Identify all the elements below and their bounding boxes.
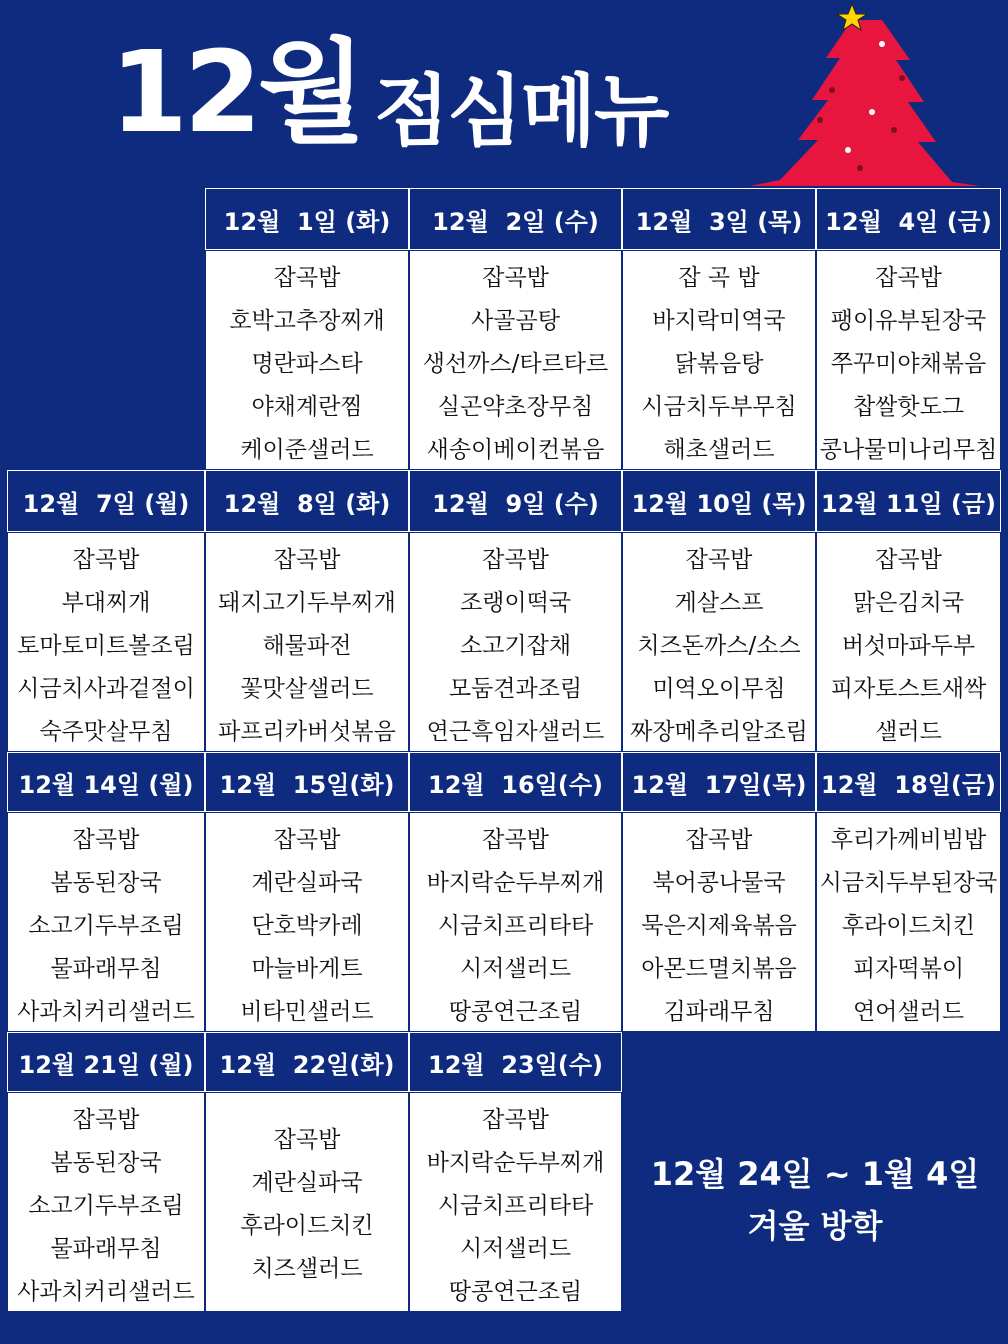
menu-item: 호박고추장찌개 [229,308,385,334]
menu-item: 잡곡밥 [72,827,140,853]
menu-item: 소고기두부조림 [28,1193,184,1219]
title-month: 12월 [110,28,363,158]
christmas-tree-icon [730,0,1000,190]
menu-item: 잡곡밥 [72,547,140,573]
menu-item: 계란실파국 [251,1170,363,1196]
menu-item: 묵은지제육볶음 [641,913,797,939]
menu-item: 실곤약초장무침 [437,394,594,420]
day-menu-dec-23 [409,1092,622,1312]
menu-item: 북어콩나물국 [652,870,786,896]
menu-item: 피자떡볶이 [852,956,965,982]
vacation-period: 12월 24일 ~ 1월 4일 [650,1155,980,1193]
day-header-dec-7: 12월 7일 (월) [7,470,205,532]
menu-item: 비타민샐러드 [240,999,374,1025]
menu-item: 잡곡밥 [273,827,341,853]
menu-item: 게살스프 [674,590,764,616]
day-menu-dec-22 [205,1092,409,1312]
day-header-dec-10: 12월 10일 (목) [622,470,816,532]
menu-item: 잡곡밥 [72,1107,140,1133]
menu-item: 숙주맛살무침 [39,719,173,745]
menu-item: 사골곰탕 [471,308,560,334]
menu-item: 시금치프리타타 [437,913,594,939]
menu-item: 시금치두부된장국 [819,870,998,896]
menu-item: 케이준샐러드 [240,437,374,463]
day-menu-dec-16 [409,812,622,1032]
vacation-label: 겨울 방학 [747,1207,883,1245]
title-area [0,0,1008,188]
day-header-dec-11: 12월 11일 (금) [816,470,1001,532]
menu-item: 바지락순두부찌개 [426,1150,605,1176]
day-menu-dec-4 [816,250,1001,470]
menu-item: 봄동된장국 [50,1150,162,1176]
menu-item: 잡곡밥 [482,1107,549,1133]
menu-item: 해물파전 [262,633,352,659]
day-header-dec-4: 12월 4일 (금) [816,188,1001,250]
menu-item: 잡곡밥 [273,265,341,291]
menu-item: 파프리카버섯볶음 [218,719,396,745]
day-menu-dec-9 [409,532,622,752]
winter-vacation-notice [622,1148,1008,1252]
title-menu-word: 점심메뉴 [374,67,668,157]
menu-item: 해초샐러드 [663,437,775,463]
menu-item: 생선까스/타르타르 [422,351,609,377]
day-header-dec-22: 12월 22일(화) [205,1032,409,1092]
menu-item: 치즈돈까스/소스 [637,633,801,659]
menu-item: 후리가께비빔밥 [830,827,987,853]
day-menu-dec-17 [622,812,816,1032]
menu-item: 바지락순두부찌개 [426,870,605,896]
menu-item: 사과치커리샐러드 [17,999,195,1025]
menu-item: 물파래무침 [50,1236,162,1262]
menu-item: 꽃맛살샐러드 [240,676,374,702]
menu-item: 부대찌개 [61,590,151,616]
menu-item: 찹쌀핫도그 [852,394,965,420]
menu-item: 시금치프리타타 [437,1193,594,1219]
day-header-dec-23: 12월 23일(수) [409,1032,622,1092]
menu-item: 버섯마파두부 [841,633,976,659]
menu-item: 새송이베이컨볶음 [426,437,605,463]
menu-item: 미역오이무침 [652,676,786,702]
menu-item: 조랭이떡국 [459,590,572,616]
day-menu-dec-21 [7,1092,205,1312]
menu-item: 시저샐러드 [459,956,572,982]
menu-item: 콩나물미나리무침 [819,437,998,463]
menu-item: 시금치두부무침 [641,394,797,420]
day-menu-dec-11 [816,532,1001,752]
day-header-dec-18: 12월 18일(금) [816,752,1001,812]
menu-item: 잡곡밥 [685,547,753,573]
menu-item: 후라이드치킨 [240,1213,374,1239]
menu-item: 아몬드멸치볶음 [641,956,797,982]
menu-item: 잡곡밥 [482,827,549,853]
day-header-dec-8: 12월 8일 (화) [205,470,409,532]
menu-item: 돼지고기두부찌개 [218,590,396,616]
menu-item: 치즈샐러드 [251,1256,363,1282]
day-menu-dec-7 [7,532,205,752]
menu-item: 야채계란찜 [251,394,363,420]
menu-item: 봄동된장국 [50,870,162,896]
menu-item: 소고기두부조림 [28,913,184,939]
day-menu-dec-2 [409,250,622,470]
day-menu-dec-8 [205,532,409,752]
menu-item: 땅콩연근조림 [448,1279,583,1305]
day-menu-dec-15 [205,812,409,1032]
day-menu-dec-3 [622,250,816,470]
menu-item: 팽이유부된장국 [830,308,987,334]
menu-item: 시저샐러드 [459,1236,572,1262]
menu-item: 후라이드치킨 [841,913,976,939]
day-header-dec-15: 12월 15일(화) [205,752,409,812]
menu-item: 잡곡밥 [685,827,753,853]
menu-item: 잡곡밥 [482,265,549,291]
menu-item: 잡곡밥 [482,547,549,573]
menu-item: 샐러드 [875,719,942,745]
day-menu-dec-10 [622,532,816,752]
menu-item: 닭볶음탕 [674,351,764,377]
menu-item: 연근흑임자샐러드 [426,719,605,745]
day-header-dec-1: 12월 1일 (화) [205,188,409,250]
menu-item: 잡곡밥 [273,1127,341,1153]
menu-item: 명란파스타 [251,351,363,377]
menu-item: 김파래무침 [663,999,775,1025]
day-menu-dec-14 [7,812,205,1032]
day-header-dec-21: 12월 21일 (월) [7,1032,205,1092]
day-header-dec-2: 12월 2일 (수) [409,188,622,250]
menu-item: 계란실파국 [251,870,363,896]
menu-item: 마늘바게트 [251,956,363,982]
menu-item: 소고기잡채 [459,633,572,659]
day-menu-dec-18 [816,812,1001,1032]
menu-item: 토마토미트볼조림 [17,633,195,659]
day-header-dec-14: 12월 14일 (월) [7,752,205,812]
menu-item: 맑은김치국 [852,590,965,616]
menu-item: 시금치사과겉절이 [17,676,195,702]
menu-item: 짜장메추리알조림 [630,719,808,745]
menu-item: 잡곡밥 [273,547,341,573]
day-header-dec-16: 12월 16일(수) [409,752,622,812]
menu-item: 단호박카레 [251,913,363,939]
menu-item: 잡곡밥 [875,547,942,573]
menu-item: 잡 곡 밥 [678,265,760,291]
day-header-dec-9: 12월 9일 (수) [409,470,622,532]
menu-item: 피자토스트새싹 [830,676,987,702]
menu-item: 잡곡밥 [875,265,942,291]
menu-item: 모둠견과조림 [448,676,583,702]
menu-item: 쭈꾸미야채볶음 [830,351,987,377]
menu-item: 물파래무침 [50,956,162,982]
menu-item: 연어샐러드 [852,999,965,1025]
menu-item: 바지락미역국 [652,308,786,334]
day-menu-dec-1 [205,250,409,470]
menu-item: 사과치커리샐러드 [17,1279,195,1305]
menu-item: 땅콩연근조림 [448,999,583,1025]
day-header-dec-17: 12월 17일(목) [622,752,816,812]
day-header-dec-3: 12월 3일 (목) [622,188,816,250]
